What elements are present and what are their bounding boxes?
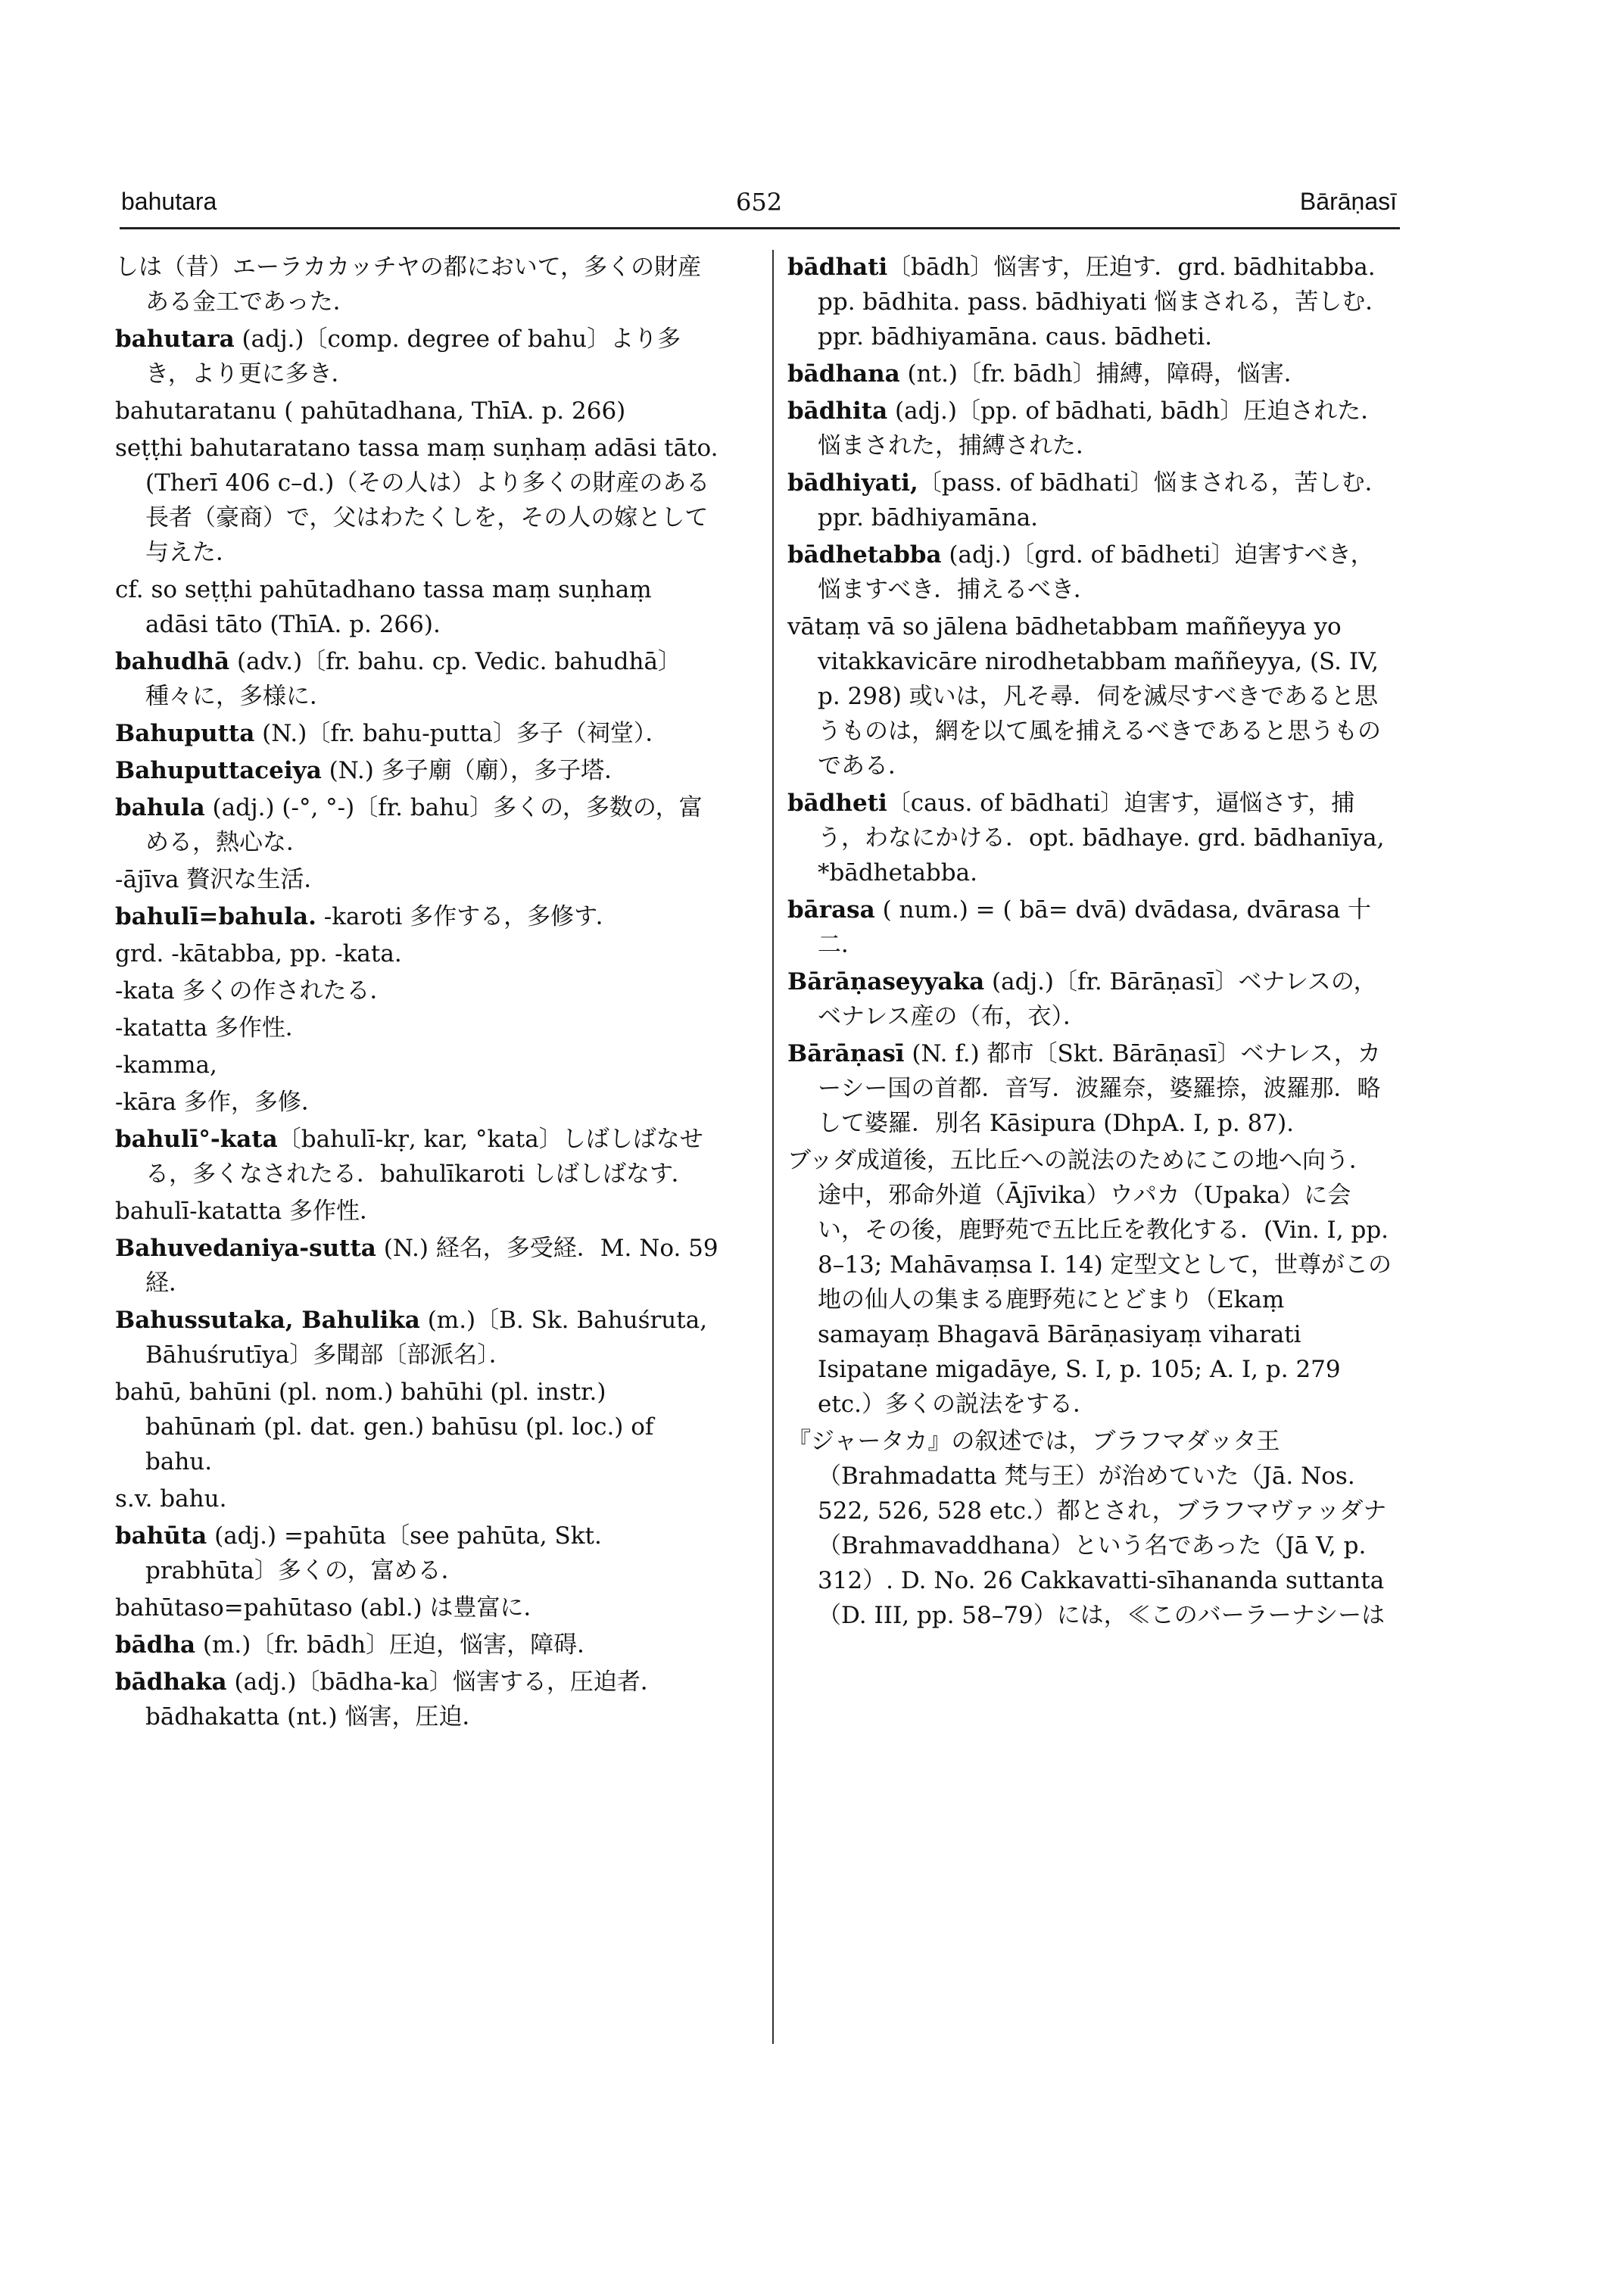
dictionary-entry (787, 609, 1393, 784)
entry-text: 〔bahulī-kṛ, kar, °kata〕しばしばなせる，多くなされたる．bahulīkaroti しばしばなす． (145, 1126, 703, 1188)
entry-text: (N.) 経名，多受経．M. No. 59 経． (145, 1235, 718, 1297)
entry-text: (N. f.) 都市〔Skt. Bārāṇasī〕ベナレス，カーシー国の首都．音写．波羅奈，婆羅捺，波羅那．略して婆羅．別名 Kāsipura (DhpA. I, p. 87). (818, 1040, 1381, 1137)
entry-text: (adj.) =pahūta〔see pahūta, Skt. prabhūta〕多くの，富める． (145, 1522, 602, 1584)
entry-text: 『ジャータカ』の叙述では，ブラフマダッタ王（Brahmadatta 梵与王）が治めていた（Jā. Nos. 522, 526, 528 etc.）都とされ，ブラフマヴァッダナ（Brahmavaddhana）という名であった（Jā V, p. 312）. D. No. 26 Cakkavatti-sīhananda suttanta（D. III, pp. 58–79）には，≪このバーラーナシーは (787, 1428, 1387, 1629)
entry-headword: Bahuvedaniya-sutta (115, 1235, 376, 1262)
column-divider (772, 250, 774, 2044)
entry-headword: bādhaka (115, 1668, 227, 1696)
right-column (787, 250, 1393, 1635)
entry-headword: bahula (115, 794, 205, 821)
entry-text: bahutaratanu ( pahūtadhana, ThīA. p. 266) (115, 397, 626, 425)
entry-text: bahūtaso=pahūtaso (abl.) は豊富に． (115, 1594, 547, 1622)
entry-text: (adv.)〔fr. bahu. cp. Vedic. bahudhā〕種々に，多様に． (145, 648, 681, 710)
dictionary-entry (115, 936, 721, 971)
entry-text: (adj.)〔grd. of bādheti〕迫害すべき，悩ますべき．捕えるべき． (818, 541, 1374, 603)
dictionary-entry (115, 250, 721, 319)
entry-headword: bahutara (115, 326, 235, 353)
entry-text: bahulī-katatta 多作性． (115, 1198, 384, 1225)
dictionary-entry (115, 1122, 721, 1192)
entry-headword: bahulī=bahula. (115, 903, 316, 930)
dictionary-entry (115, 1085, 721, 1120)
dictionary-entry (115, 431, 721, 570)
dictionary-entry (787, 1143, 1393, 1422)
entry-text: しは（昔）エーラカカッチヤの都におい (115, 254, 538, 281)
dictionary-entry (115, 1628, 721, 1662)
entry-headword: bādhetabba (787, 541, 942, 569)
left-column (115, 250, 721, 1737)
entry-headword: bādheti (787, 790, 887, 817)
dictionary-entry (115, 790, 721, 860)
dictionary-entry (115, 862, 721, 897)
header-rule (120, 227, 1400, 229)
entry-text: ( num.) = ( bā= dvā) dvādasa, dvārasa 十二． (818, 896, 1372, 958)
entry-text: (nt.)〔fr. bādh〕捕縛，障碍，悩害． (899, 360, 1308, 388)
entry-text: て，多くの財産ある金工であった． (145, 254, 702, 316)
dictionary-entry (787, 964, 1393, 1034)
dictionary-entry (115, 1048, 721, 1083)
entry-headword: Bahuputta (115, 720, 255, 747)
entry-text: -kamma, (115, 1051, 217, 1079)
dictionary-entry (115, 1011, 721, 1045)
dictionary-entry (115, 899, 721, 934)
entry-headword: Bahuputtaceiya (115, 757, 322, 784)
dictionary-entry (115, 1519, 721, 1588)
dictionary-entry (787, 466, 1393, 535)
entry-text: (N.)〔fr. bahu-putta〕多子（祠堂）． (254, 720, 669, 747)
dictionary-entry (115, 1481, 721, 1516)
entry-headword: bādhati (787, 254, 888, 281)
dictionary-entry (115, 322, 721, 391)
entry-text: vātaṃ vā so jālena bādhetabbam maññeyya yo vitakkavicāre nirodhetabbam maññeyya, (S. IV, p. 298) 或いは，凡そ尋．伺を滅尽すべきであると思うものは，網を以て風を捕えるべきであると思うものである． (787, 613, 1381, 780)
dictionary-entry (115, 974, 721, 1008)
entry-headword: bādhana (787, 360, 900, 388)
dictionary-entry (787, 1036, 1393, 1141)
entry-text: 〔pass. of bādhati〕悩まされる，苦しむ．ppr. bādhiyamāna. (818, 469, 1389, 531)
dictionary-entry (787, 537, 1393, 607)
entry-text: (m.)〔fr. bādh〕圧迫，悩害，障碍． (195, 1631, 601, 1659)
dictionary-entry (115, 1231, 721, 1301)
entry-text: -kata 多くの作されたる． (115, 977, 394, 1005)
dictionary-entry (787, 250, 1393, 354)
header-left-guide-word: bahutara (121, 188, 217, 215)
entry-text: 〔bādh〕悩害す，圧迫す．grd. bādhitabba. pp. bādhita. pass. bādhiyati 悩まされる，苦しむ．ppr. bādhiyamāna. caus. bādheti. (818, 254, 1389, 350)
entry-text: seṭṭhi bahutaratano tassa maṃ suṇhaṃ adāsi tāto. (Therī 406 c–d.)（その人は）より多くの財産のある長者（豪商）で，父はわたくしを，その人の嫁として与えた． (115, 435, 718, 566)
dictionary-entry (115, 1590, 721, 1625)
dictionary-entry (787, 394, 1393, 463)
entry-text: -karoti 多作する，多修す． (316, 903, 619, 930)
dictionary-entry (787, 786, 1393, 890)
entry-headword: bādha (115, 1631, 196, 1659)
entry-headword: bahulī°-kata (115, 1126, 278, 1153)
entry-text: (m.)〔B. Sk. Bahuśruta, Bāhuśrutīya〕多聞部〔部派名〕． (145, 1307, 708, 1369)
entry-text: (adj.)〔pp. of bādhati, bādh〕圧迫された．悩まされた，捕縛された． (818, 397, 1385, 460)
entry-text: (adj.)〔bādha-ka〕悩害する，圧迫者．bādhakatta (nt.) 悩害，圧迫． (145, 1668, 664, 1731)
dictionary-entry (115, 1375, 721, 1479)
entry-text: -ājīva 贅沢な生活． (115, 866, 328, 893)
entry-text: (adj.)〔comp. degree of bahu〕よ (234, 326, 634, 353)
entry-headword: bahudhā (115, 648, 230, 675)
dictionary-entry (115, 1194, 721, 1229)
entry-headword: Bahussutaka, Bahulika (115, 1307, 420, 1334)
dictionary-entry (787, 357, 1393, 391)
entry-text: grd. -kātabba, pp. -kata. (115, 940, 402, 967)
dictionary-entry (115, 394, 721, 428)
dictionary-entry (115, 644, 721, 714)
entry-text: ブッダ成道後，五比丘への説法のためにこの地へ向う．途中，邪命外道（Ājīvika）ウパカ（Upaka）に会い，その後，鹿野苑で五比丘を教化する．(Vin. I, pp. 8–13; Mahāvaṃsa I. 14) 定型文として，世尊がこの地の仙人の集まる鹿野苑にとどまり（Ekaṃ samayaṃ Bhagavā Bārāṇasiyaṃ viharati Isipatane migadāye, S. I, p. 105; A. I, p. 279 etc.）多くの説法をする． (787, 1147, 1392, 1418)
entry-headword: bahūta (115, 1522, 207, 1550)
entry-headword: Bārāṇaseyyaka (787, 968, 985, 995)
header-right-guide-word: Bārāṇasī (1299, 188, 1397, 215)
entry-headword: bādhita (787, 397, 888, 425)
entry-text: -katatta 多作性． (115, 1014, 309, 1042)
entry-text: bahū, bahūni (pl. nom.) bahūhi (pl. instr.) bahūnaṁ (pl. dat. gen.) bahūsu (pl. loc.) of bahu. (115, 1379, 654, 1475)
entry-headword: bādhiyati, (787, 469, 918, 497)
entry-text: 〔caus. of bādhati〕迫害す，逼悩さす，捕う，わなにかける．opt. bādhaye. grd. bādhanīya, *bādhetabba. (818, 790, 1385, 886)
entry-text: (adj.) (-°, °-)〔fr. bahu〕多くの，多数の，富める，熱心な． (145, 794, 703, 856)
dictionary-entry (787, 1424, 1393, 1633)
entry-text: り多き，より更に多き． (145, 326, 681, 388)
dictionary-entry (115, 572, 721, 642)
entry-text: (adj.)〔fr. Bārāṇasī〕ベナレスの，ベナレス産の（布，衣）． (818, 968, 1377, 1030)
dictionary-entry (115, 716, 721, 751)
entry-text: (N.) 多子廟（廟），多子塔． (321, 757, 628, 784)
entry-text: s.v. bahu. (115, 1485, 227, 1513)
entry-headword: Bārāṇasī (787, 1040, 905, 1067)
dictionary-entry (115, 753, 721, 788)
entry-text: -kāra 多作，多修． (115, 1089, 325, 1116)
dictionary-entry (115, 1303, 721, 1372)
dictionary-entry (787, 893, 1393, 962)
dictionary-entry (115, 1665, 721, 1734)
page-number: 652 (736, 188, 783, 217)
entry-text: cf. so seṭṭhi pahūtadhano tassa maṃ suṇhaṃ adāsi tāto (ThīA. p. 266). (115, 576, 652, 638)
entry-headword: bārasa (787, 896, 875, 924)
